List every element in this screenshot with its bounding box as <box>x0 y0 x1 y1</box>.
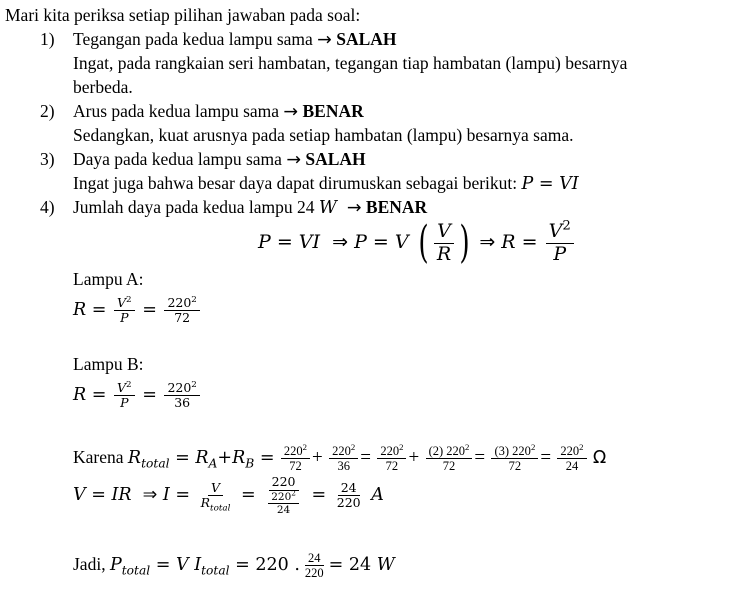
current-formula: V = IR ⇒ I = $\frac{V}{R_{total}}$ = $\frac{220}{\frac{220^2}{24}}$ = $\frac{24}{220}$ A <box>73 474 384 516</box>
unit-ohm: Ω <box>592 448 607 468</box>
lampu-b-label: Lampu B: <box>73 354 144 374</box>
jadi-label: Jadi, <box>73 554 106 574</box>
item-1-explain-2: berbeda. <box>73 77 133 97</box>
item-1-statement-text: Tegangan pada kedua lampu sama <box>73 29 313 49</box>
item-4-number: 4) <box>40 197 55 217</box>
item-2-explain: Sedangkan, kuat arusnya pada setiap hambatan (lampu) besarnya sama. <box>73 125 574 145</box>
item-1-statement <box>73 27 397 52</box>
arrow-icon: → <box>283 102 299 122</box>
unit-watt: W <box>376 555 395 575</box>
lampu-a-power: 72 <box>174 310 191 325</box>
item-1-verdict: SALAH <box>336 29 397 49</box>
item-2-number: 2) <box>40 101 55 121</box>
item-3-statement <box>73 147 366 172</box>
item-2-statement-text: Arus pada kedua lampu sama <box>73 101 280 121</box>
item-2-verdict: BENAR <box>302 101 364 121</box>
item-3-explain-text: Ingat juga bahwa besar daya dapat dirumuskan sebagai berikut: <box>73 173 518 193</box>
power-formula: P = VI <box>521 174 579 194</box>
unit-watt: W <box>318 198 337 218</box>
arrow-icon: → <box>317 30 332 50</box>
item-3-number: 3) <box>40 149 55 169</box>
arrow-icon: → <box>286 150 301 170</box>
item-1-explain: Ingat, pada rangkaian seri hambatan, tegangan tiap hambatan (lampu) besarnya <box>73 53 628 73</box>
item-2-statement <box>73 99 364 124</box>
conclusion-formula: Jadi, $P_{total} = V$ $I_{total} = 220$ . $\frac{24}{220}$ = 24 W <box>73 551 395 581</box>
item-1-number: 1) <box>40 29 55 49</box>
item-4-statement-text: Jumlah daya pada kedua lampu 24 <box>73 197 315 217</box>
karena-label: Karena <box>73 447 124 467</box>
item-3-statement-text: Daya pada kedua lampu sama <box>73 149 282 169</box>
resistance-derivation-formula: P = VI ⇒ P = V ( $\frac{V}{R}$ ) ⇒ R = $\frac{V^2}{P}$ <box>258 216 576 268</box>
intro-text: Mari kita periksa setiap pilihan jawaban pada soal: <box>5 5 361 25</box>
lampu-b-formula: R = $\frac{V^2}{P}$ = $\frac{220^2}{36}$ <box>73 375 202 415</box>
lampu-a-formula: R = $\frac{V^2}{P}$ = $\frac{220^2}{72}$ <box>73 290 202 330</box>
lampu-b-power: 36 <box>174 395 191 410</box>
total-resistance-formula: Karena $R_{total} = R_A+R_B$ = $\frac{220^2}{72}$ + $\frac{220^2}{36}$ = $\frac{220^2}{72}$ + $\frac{(2) 220^2}{72}$ = $\frac{(3) 220^2}{72}$ = $\frac{220^2}{24}$ Ω <box>73 441 607 474</box>
voltage-value: 220 <box>167 294 192 310</box>
unit-ampere: A <box>371 485 384 505</box>
lampu-a-label: Lampu A: <box>73 269 144 289</box>
voltage-value: 220 <box>167 379 192 395</box>
item-3-verdict: SALAH <box>305 149 366 169</box>
item-3-explain <box>73 171 579 196</box>
item-4-verdict: BENAR <box>365 197 428 217</box>
arrow-icon: → <box>341 198 362 218</box>
total-power-value: 24 <box>348 555 372 575</box>
